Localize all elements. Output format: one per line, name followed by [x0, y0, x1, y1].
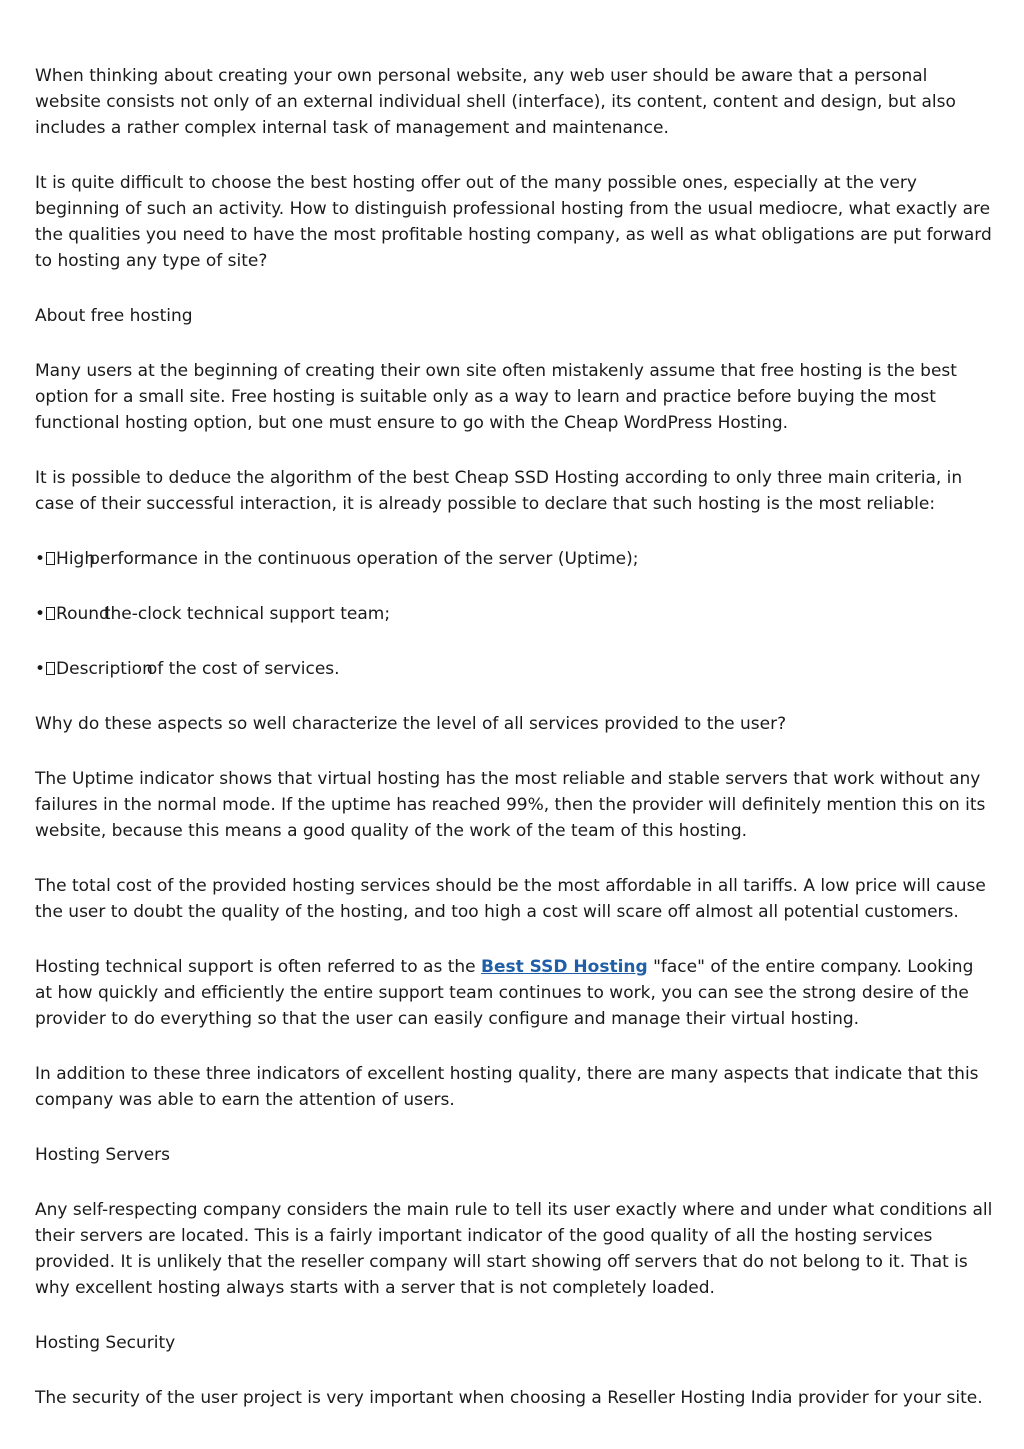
- indicators-paragraph: In addition to these three indicators of excellent hosting quality, there are many aspects that indicate that this company was able to earn the attention of users.: [35, 1064, 979, 1110]
- list-item-lead: Description: [56, 659, 153, 679]
- section-heading-hosting-security: Hosting Security: [35, 1333, 176, 1353]
- missing-glyph-icon: [46, 662, 55, 675]
- free-hosting-paragraph: Many users at the beginning of creating their own site often mistakenly assume that free hosting is the best option for a small site. Free hosting is suitable only as a way to learn and practice before buying the most functional hosting option, but one must ensure to go with the Cheap WordPress Hosting.: [35, 361, 957, 433]
- list-item-text: performance in the continuous operation of the server (Uptime);: [89, 549, 639, 569]
- cost-paragraph: The total cost of the provided hosting services should be the most affordable in all tariffs. A low price will cause the user to doubt the quality of the hosting, and too high a cost will scare off almost all potential customers.: [35, 876, 986, 922]
- intro-paragraph: When thinking about creating your own personal website, any web user should be aware that a personal website consists not only of an external individual shell (interface), its content, content and design, but also includes a rather complex internal task of management and maintenance.: [35, 66, 956, 138]
- list-item-text: the-clock technical support team;: [103, 604, 391, 624]
- support-paragraph: [35, 954, 995, 1032]
- best-ssd-hosting-link[interactable]: Best SSD Hosting: [481, 957, 648, 977]
- security-paragraph: The security of the user project is very important when choosing a Reseller Hosting India provider for your site.: [35, 1388, 983, 1408]
- criteria-paragraph: It is possible to deduce the algorithm of the best Cheap SSD Hosting according to only three main criteria, in case of their successful interaction, it is already possible to declare that such hosting is the most reliable:: [35, 468, 963, 514]
- list-item-lead: High: [56, 549, 96, 569]
- bullet-icon: •: [35, 659, 46, 679]
- servers-paragraph: Any self-respecting company considers the main rule to tell its user exactly where and under what conditions all their servers are located. This is a fairly important indicator of the good quality of all the hosting services provided. It is unlikely that the reseller company will start showing off servers that do not belong to it. That is why excellent hosting always starts with a server that is not completely loaded.: [35, 1200, 993, 1298]
- list-item-text: of the cost of services.: [146, 659, 340, 679]
- document-body: [35, 63, 995, 1440]
- support-text-before: Hosting technical support is often referred to as the: [35, 957, 482, 977]
- list-item-lead: Round: [56, 604, 110, 624]
- uptime-paragraph: The Uptime indicator shows that virtual hosting has the most reliable and stable servers that work without any failures in the normal mode. If the uptime has reached 99%, then the provider will definitely mention this on its website, because this means a good quality of the work of the team of this hosting.: [35, 769, 986, 841]
- aspects-question-paragraph: Why do these aspects so well characterize the level of all services provided to the user?: [35, 714, 787, 734]
- support-text-after: "face" of the entire company. Looking at how quickly and efficiently the entire support team continues to work, you can see the strong desire of the provider to do everything so that the user can easily configure and manage their virtual hosting.: [35, 957, 974, 1029]
- list-item: [35, 656, 995, 682]
- section-heading-hosting-servers: Hosting Servers: [35, 1145, 171, 1165]
- missing-glyph-icon: [46, 607, 55, 620]
- bullet-icon: •: [35, 549, 46, 569]
- list-item: [35, 546, 995, 572]
- choosing-hosting-paragraph: It is quite difficult to choose the best hosting offer out of the many possible ones, especially at the very beginning of such an activity. How to distinguish professional hosting from the usual mediocre, what exactly are the qualities you need to have the most profitable hosting company, as well as what obligations are put forward to hosting any type of site?: [35, 173, 992, 271]
- missing-glyph-icon: [46, 552, 55, 565]
- section-heading-free-hosting: About free hosting: [35, 306, 193, 326]
- bullet-icon: •: [35, 604, 46, 624]
- list-item: [35, 601, 995, 627]
